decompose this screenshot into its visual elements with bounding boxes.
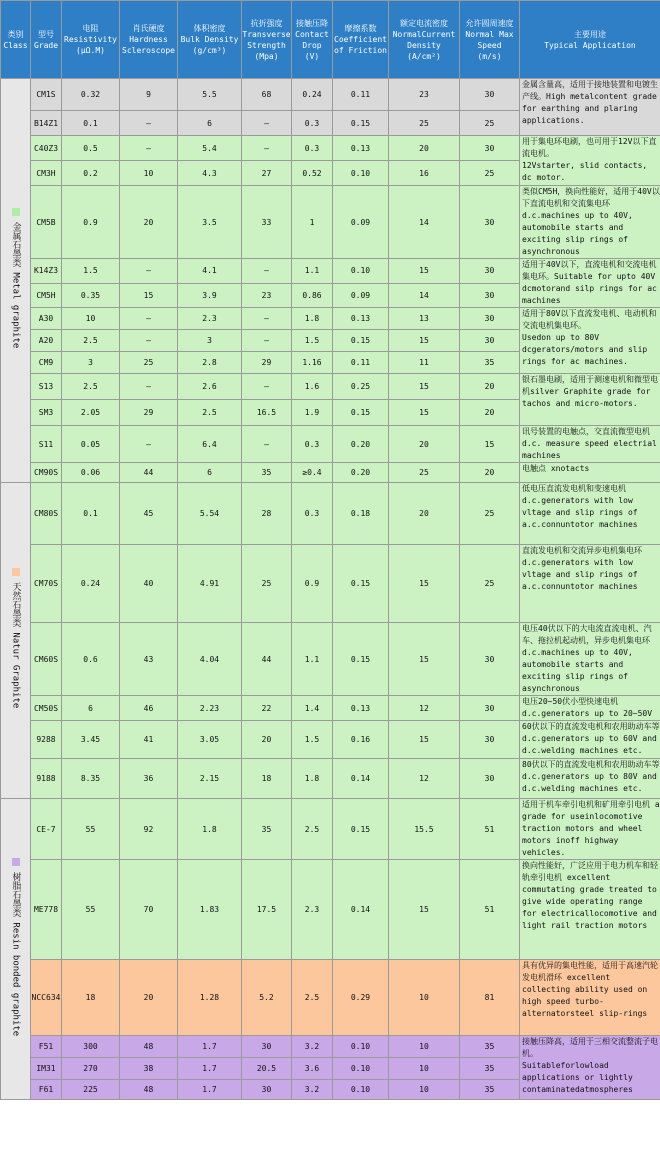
- application-cell: 银石墨电刷，适用于测速电机和微型电机silver Graphite grade for tachos and micro-motors.: [520, 374, 660, 426]
- resistivity-cell: 0.06: [62, 463, 120, 483]
- strength-cell: 18: [242, 759, 292, 799]
- table-row: [1, 759, 660, 799]
- current-density-cell: 20: [389, 426, 460, 463]
- table-row: [1, 545, 660, 623]
- grade-cell: CE-7: [31, 799, 62, 860]
- current-density-cell: 15: [389, 860, 460, 960]
- grade-cell: CM70S: [31, 545, 62, 623]
- hardness-cell: 46: [120, 696, 178, 721]
- friction-cell: 0.25: [333, 374, 389, 400]
- current-density-cell: 10: [389, 960, 460, 1036]
- strength-cell: 30: [242, 1080, 292, 1100]
- hardness-cell: 9: [120, 79, 178, 111]
- friction-cell: 0.20: [333, 426, 389, 463]
- friction-cell: 0.10: [333, 259, 389, 284]
- grade-cell: CM3H: [31, 161, 62, 186]
- density-cell: 1.7: [178, 1080, 242, 1100]
- max-speed-cell: 35: [460, 352, 520, 374]
- current-density-cell: 20: [389, 136, 460, 161]
- contact-drop-cell: 2.5: [292, 960, 333, 1036]
- resistivity-cell: 2.05: [62, 400, 120, 426]
- header-current-density: 额定电流密度 NormalCurrent Density (A/cm²): [389, 1, 460, 79]
- application-cell: 适用于机车牵引电机和矿用牵引电机 a grade for useinlocomotive traction motors and wheel motors inoff highway vehicles.: [520, 799, 660, 860]
- application-cell: 换向性能好，广泛应用于电力机车和轻轨牵引电机 excellent commutating grade treated to give wide operating range for electricallocomotive and light rail traction motors: [520, 860, 660, 960]
- max-speed-cell: 20: [460, 374, 520, 400]
- resistivity-cell: 8.35: [62, 759, 120, 799]
- strength-cell: 20.5: [242, 1058, 292, 1080]
- application-cell: 讯号装置的电触点，交直流微型电机 d.c. measure speed electrial machines: [520, 426, 660, 463]
- strength-cell: 35: [242, 799, 292, 860]
- application-cell: 具有优异的集电性能，适用于高速汽轮发电机滑环 excellent collecting ability used on high speed turbo-alternatorsteel slip-rings: [520, 960, 660, 1036]
- density-cell: 3: [178, 330, 242, 352]
- table-row: [1, 860, 660, 960]
- max-speed-cell: 81: [460, 960, 520, 1036]
- max-speed-cell: 15: [460, 426, 520, 463]
- friction-cell: 0.15: [333, 111, 389, 136]
- grade-cell: S13: [31, 374, 62, 400]
- contact-drop-cell: 0.9: [292, 545, 333, 623]
- table-row: [1, 136, 660, 161]
- current-density-cell: 15: [389, 545, 460, 623]
- table-row: [1, 960, 660, 1036]
- hardness-cell: –: [120, 136, 178, 161]
- grade-cell: F61: [31, 1080, 62, 1100]
- table-row: [1, 374, 660, 400]
- table-row: [1, 463, 660, 483]
- density-cell: 4.91: [178, 545, 242, 623]
- resistivity-cell: 1.5: [62, 259, 120, 284]
- contact-drop-cell: 1.1: [292, 623, 333, 696]
- header-typical-application: 主要用途 Typical Application: [520, 1, 660, 79]
- contact-drop-cell: 3.2: [292, 1036, 333, 1058]
- class-swatch-icon: [12, 208, 20, 216]
- max-speed-cell: 35: [460, 1036, 520, 1058]
- friction-cell: 0.15: [333, 545, 389, 623]
- max-speed-cell: 30: [460, 283, 520, 308]
- hardness-cell: –: [120, 426, 178, 463]
- strength-cell: –: [242, 308, 292, 330]
- strength-cell: 29: [242, 352, 292, 374]
- class-swatch-icon: [12, 858, 20, 866]
- class-cell: [1, 799, 31, 1100]
- contact-drop-cell: ≥0.4: [292, 463, 333, 483]
- header-grade: 型号 Grade: [31, 1, 62, 79]
- friction-cell: 0.10: [333, 1036, 389, 1058]
- contact-drop-cell: 3.2: [292, 1080, 333, 1100]
- max-speed-cell: 25: [460, 161, 520, 186]
- grade-cell: A30: [31, 308, 62, 330]
- grade-cell: K14Z3: [31, 259, 62, 284]
- max-speed-cell: 30: [460, 79, 520, 111]
- application-cell: 80伏以下的直流发电机和农用助动车等d.c.generators up to 80V and d.c.welding machines etc.: [520, 759, 660, 799]
- density-cell: 5.5: [178, 79, 242, 111]
- header-row: [1, 1, 660, 79]
- density-cell: 2.8: [178, 352, 242, 374]
- grade-cell: ME778: [31, 860, 62, 960]
- max-speed-cell: 30: [460, 721, 520, 759]
- density-cell: 3.05: [178, 721, 242, 759]
- friction-cell: 0.15: [333, 623, 389, 696]
- max-speed-cell: 35: [460, 1080, 520, 1100]
- grade-cell: B14Z1: [31, 111, 62, 136]
- friction-cell: 0.15: [333, 330, 389, 352]
- grade-cell: CM5H: [31, 283, 62, 308]
- current-density-cell: 12: [389, 696, 460, 721]
- friction-cell: 0.13: [333, 136, 389, 161]
- class-cell: [1, 483, 31, 799]
- strength-cell: 5.2: [242, 960, 292, 1036]
- header-class: 类别 Class: [1, 1, 31, 79]
- resistivity-cell: 6: [62, 696, 120, 721]
- contact-drop-cell: 1: [292, 186, 333, 259]
- density-cell: 4.04: [178, 623, 242, 696]
- current-density-cell: 16: [389, 161, 460, 186]
- friction-cell: 0.10: [333, 161, 389, 186]
- contact-drop-cell: 0.3: [292, 483, 333, 545]
- current-density-cell: 15: [389, 623, 460, 696]
- strength-cell: 27: [242, 161, 292, 186]
- application-cell: 金属含量高，适用于接地装置和电镀生产线。High metalcontent grade for earthing and plaring applications.: [520, 79, 660, 136]
- current-density-cell: 15: [389, 374, 460, 400]
- table-row: [1, 426, 660, 463]
- application-cell: 用于集电环电刷，也可用于12V以下直流电机。 12Vstarter, slid contacts, dc motor.: [520, 136, 660, 186]
- table-row: [1, 721, 660, 759]
- contact-drop-cell: 1.5: [292, 330, 333, 352]
- hardness-cell: –: [120, 374, 178, 400]
- table-row: [1, 259, 660, 284]
- hardness-cell: 29: [120, 400, 178, 426]
- current-density-cell: 14: [389, 283, 460, 308]
- density-cell: 6: [178, 111, 242, 136]
- header-friction: 摩擦系数 Coefficient of Friction: [333, 1, 389, 79]
- hardness-cell: –: [120, 111, 178, 136]
- friction-cell: 0.13: [333, 308, 389, 330]
- max-speed-cell: 30: [460, 259, 520, 284]
- contact-drop-cell: 0.86: [292, 283, 333, 308]
- friction-cell: 0.10: [333, 1058, 389, 1080]
- friction-cell: 0.15: [333, 400, 389, 426]
- current-density-cell: 25: [389, 111, 460, 136]
- header-contact-drop: 接触压降 Contact Drop (V): [292, 1, 333, 79]
- resistivity-cell: 18: [62, 960, 120, 1036]
- grade-cell: CM5B: [31, 186, 62, 259]
- density-cell: 1.7: [178, 1058, 242, 1080]
- grade-cell: SM3: [31, 400, 62, 426]
- strength-cell: 16.5: [242, 400, 292, 426]
- current-density-cell: 15: [389, 721, 460, 759]
- grade-cell: F51: [31, 1036, 62, 1058]
- max-speed-cell: 30: [460, 186, 520, 259]
- grade-cell: CM50S: [31, 696, 62, 721]
- friction-cell: 0.11: [333, 352, 389, 374]
- table-row: [1, 186, 660, 259]
- current-density-cell: 11: [389, 352, 460, 374]
- current-density-cell: 23: [389, 79, 460, 111]
- table-row: [1, 308, 660, 330]
- contact-drop-cell: 2.5: [292, 799, 333, 860]
- resistivity-cell: 0.35: [62, 283, 120, 308]
- application-cell: 直流发电机和交流异步电机集电环d.c.generators with low vltage and slip rings of a.c.connuntotor machines: [520, 545, 660, 623]
- application-cell: 接触压降高，适用于三相交流整流子电机。 Suitableforlowload applications or lightly contaminatedatmospheres: [520, 1036, 660, 1100]
- strength-cell: –: [242, 136, 292, 161]
- table-row: [1, 696, 660, 721]
- contact-drop-cell: 1.9: [292, 400, 333, 426]
- table-row: [1, 483, 660, 545]
- resistivity-cell: 55: [62, 799, 120, 860]
- density-cell: 6.4: [178, 426, 242, 463]
- max-speed-cell: 25: [460, 483, 520, 545]
- contact-drop-cell: 1.1: [292, 259, 333, 284]
- contact-drop-cell: 1.5: [292, 721, 333, 759]
- resistivity-cell: 3.45: [62, 721, 120, 759]
- application-cell: 电压20~50伏小型快速电机 d.c.generators up to 20~50V: [520, 696, 660, 721]
- hardness-cell: 15: [120, 283, 178, 308]
- application-cell: 类似CM5H，换向性能好，适用于40V以下直流电机和交流集电环 d.c.machines up to 40V, automobile starts and exciting slip rings of asynchronous: [520, 186, 660, 259]
- contact-drop-cell: 0.3: [292, 426, 333, 463]
- grade-cell: CM1S: [31, 79, 62, 111]
- hardness-cell: 48: [120, 1080, 178, 1100]
- friction-cell: 0.14: [333, 759, 389, 799]
- friction-cell: 0.29: [333, 960, 389, 1036]
- hardness-cell: 20: [120, 186, 178, 259]
- hardness-cell: 10: [120, 161, 178, 186]
- grade-cell: CM9: [31, 352, 62, 374]
- hardness-cell: –: [120, 259, 178, 284]
- strength-cell: –: [242, 426, 292, 463]
- table-row: [1, 623, 660, 696]
- current-density-cell: 15: [389, 259, 460, 284]
- table-row: [1, 799, 660, 860]
- grade-cell: CM90S: [31, 463, 62, 483]
- density-cell: 2.5: [178, 400, 242, 426]
- hardness-cell: 45: [120, 483, 178, 545]
- strength-cell: –: [242, 259, 292, 284]
- strength-cell: 44: [242, 623, 292, 696]
- class-label: 金属石墨类 Metal graphite: [10, 222, 21, 349]
- application-cell: 适用于40V以下，直流电机和交流电机集电环。Suitable for upto 40V dcmotorand silp rings for ac machines: [520, 259, 660, 308]
- hardness-cell: 43: [120, 623, 178, 696]
- header-hardness: 肖氏硬度 Hardness Scleroscope: [120, 1, 178, 79]
- table-row: [1, 1036, 660, 1058]
- max-speed-cell: 30: [460, 330, 520, 352]
- grade-cell: S11: [31, 426, 62, 463]
- max-speed-cell: 51: [460, 860, 520, 960]
- max-speed-cell: 30: [460, 696, 520, 721]
- contact-drop-cell: 0.52: [292, 161, 333, 186]
- density-cell: 5.54: [178, 483, 242, 545]
- resistivity-cell: 55: [62, 860, 120, 960]
- hardness-cell: 36: [120, 759, 178, 799]
- strength-cell: 33: [242, 186, 292, 259]
- friction-cell: 0.15: [333, 799, 389, 860]
- density-cell: 1.28: [178, 960, 242, 1036]
- current-density-cell: 12: [389, 759, 460, 799]
- max-speed-cell: 25: [460, 545, 520, 623]
- table-body: [1, 79, 660, 1100]
- resistivity-cell: 270: [62, 1058, 120, 1080]
- contact-drop-cell: 2.3: [292, 860, 333, 960]
- grade-cell: A20: [31, 330, 62, 352]
- friction-cell: 0.11: [333, 79, 389, 111]
- resistivity-cell: 0.24: [62, 545, 120, 623]
- current-density-cell: 10: [389, 1080, 460, 1100]
- max-speed-cell: 35: [460, 1058, 520, 1080]
- friction-cell: 0.09: [333, 186, 389, 259]
- hardness-cell: 38: [120, 1058, 178, 1080]
- max-speed-cell: 25: [460, 111, 520, 136]
- resistivity-cell: 0.5: [62, 136, 120, 161]
- current-density-cell: 14: [389, 186, 460, 259]
- application-cell: 适用于80V以下直流发电机、电动机和交流电机集电环。 Usedon up to 80V dcgerators/motors and slip rings for ac machines.: [520, 308, 660, 374]
- hardness-cell: 70: [120, 860, 178, 960]
- header-transverse-strength: 抗折强度 Transverse Strength (Mpa): [242, 1, 292, 79]
- header-resistivity: 电阻 Resistivity (μΩ.M): [62, 1, 120, 79]
- friction-cell: 0.09: [333, 283, 389, 308]
- resistivity-cell: 300: [62, 1036, 120, 1058]
- resistivity-cell: 2.5: [62, 330, 120, 352]
- strength-cell: 23: [242, 283, 292, 308]
- class-label: 树脂石墨类 Resin bonded graphite: [10, 871, 21, 1037]
- hardness-cell: 48: [120, 1036, 178, 1058]
- header-max-speed: 允许圆周速度 Normal Max Speed (m/s): [460, 1, 520, 79]
- resistivity-cell: 2.5: [62, 374, 120, 400]
- max-speed-cell: 51: [460, 799, 520, 860]
- friction-cell: 0.13: [333, 696, 389, 721]
- density-cell: 1.7: [178, 1036, 242, 1058]
- current-density-cell: 10: [389, 1036, 460, 1058]
- application-cell: 60伏以下的直流发电机和农用助动车等d.c.generators up to 60V and d.c.welding machines etc.: [520, 721, 660, 759]
- density-cell: 2.15: [178, 759, 242, 799]
- contact-drop-cell: 1.8: [292, 308, 333, 330]
- class-cell: [1, 79, 31, 483]
- density-cell: 1.83: [178, 860, 242, 960]
- strength-cell: 25: [242, 545, 292, 623]
- max-speed-cell: 30: [460, 759, 520, 799]
- application-cell: 电触点 xnotacts: [520, 463, 660, 483]
- friction-cell: 0.18: [333, 483, 389, 545]
- hardness-cell: 41: [120, 721, 178, 759]
- strength-cell: 22: [242, 696, 292, 721]
- resistivity-cell: 3: [62, 352, 120, 374]
- friction-cell: 0.14: [333, 860, 389, 960]
- contact-drop-cell: 1.16: [292, 352, 333, 374]
- resistivity-cell: 0.9: [62, 186, 120, 259]
- application-cell: 低电压直流发电机和变速电机 d.c.generators with low vltage and slip rings of a.c.connuntotor machines: [520, 483, 660, 545]
- header-bulk-density: 体积密度 Bulk Density (g/cm³): [178, 1, 242, 79]
- contact-drop-cell: 0.3: [292, 136, 333, 161]
- hardness-cell: 44: [120, 463, 178, 483]
- grade-cell: NCC634: [31, 960, 62, 1036]
- grade-cell: IM31: [31, 1058, 62, 1080]
- friction-cell: 0.20: [333, 463, 389, 483]
- contact-drop-cell: 1.8: [292, 759, 333, 799]
- strength-cell: 20: [242, 721, 292, 759]
- grade-cell: 9288: [31, 721, 62, 759]
- grade-cell: CM60S: [31, 623, 62, 696]
- current-density-cell: 15: [389, 330, 460, 352]
- resistivity-cell: 0.6: [62, 623, 120, 696]
- resistivity-cell: 0.1: [62, 111, 120, 136]
- current-density-cell: 25: [389, 463, 460, 483]
- current-density-cell: 20: [389, 483, 460, 545]
- current-density-cell: 15: [389, 400, 460, 426]
- max-speed-cell: 20: [460, 463, 520, 483]
- hardness-cell: 40: [120, 545, 178, 623]
- table-row: [1, 79, 660, 111]
- density-cell: 4.1: [178, 259, 242, 284]
- application-cell: 电压40伏以下的大电流直流电机、汽车、拖拉机起动机，异步电机集电环d.c.machines up to 40V, automobile starts and exciting slip rings of asynchronous: [520, 623, 660, 696]
- grade-cell: 9188: [31, 759, 62, 799]
- class-label: 天然石墨类 Natur Graphite: [10, 582, 21, 709]
- friction-cell: 0.10: [333, 1080, 389, 1100]
- contact-drop-cell: 0.24: [292, 79, 333, 111]
- resistivity-cell: 225: [62, 1080, 120, 1100]
- current-density-cell: 10: [389, 1058, 460, 1080]
- friction-cell: 0.16: [333, 721, 389, 759]
- grade-cell: C40Z3: [31, 136, 62, 161]
- contact-drop-cell: 1.6: [292, 374, 333, 400]
- hardness-cell: 20: [120, 960, 178, 1036]
- resistivity-cell: 0.2: [62, 161, 120, 186]
- strength-cell: 30: [242, 1036, 292, 1058]
- density-cell: 1.8: [178, 799, 242, 860]
- resistivity-cell: 0.05: [62, 426, 120, 463]
- density-cell: 3.9: [178, 283, 242, 308]
- strength-cell: 35: [242, 463, 292, 483]
- current-density-cell: 15.5: [389, 799, 460, 860]
- resistivity-cell: 0.32: [62, 79, 120, 111]
- density-cell: 2.3: [178, 308, 242, 330]
- strength-cell: –: [242, 111, 292, 136]
- max-speed-cell: 30: [460, 623, 520, 696]
- hardness-cell: –: [120, 308, 178, 330]
- strength-cell: –: [242, 374, 292, 400]
- density-cell: 3.5: [178, 186, 242, 259]
- hardness-cell: –: [120, 330, 178, 352]
- contact-drop-cell: 1.4: [292, 696, 333, 721]
- density-cell: 4.3: [178, 161, 242, 186]
- density-cell: 2.6: [178, 374, 242, 400]
- strength-cell: 28: [242, 483, 292, 545]
- hardness-cell: 92: [120, 799, 178, 860]
- resistivity-cell: 0.1: [62, 483, 120, 545]
- max-speed-cell: 30: [460, 308, 520, 330]
- hardness-cell: 25: [120, 352, 178, 374]
- grade-cell: CM80S: [31, 483, 62, 545]
- current-density-cell: 13: [389, 308, 460, 330]
- strength-cell: 68: [242, 79, 292, 111]
- density-cell: 2.23: [178, 696, 242, 721]
- strength-cell: 17.5: [242, 860, 292, 960]
- max-speed-cell: 20: [460, 400, 520, 426]
- resistivity-cell: 10: [62, 308, 120, 330]
- max-speed-cell: 30: [460, 136, 520, 161]
- class-swatch-icon: [12, 568, 20, 576]
- contact-drop-cell: 0.3: [292, 111, 333, 136]
- density-cell: 6: [178, 463, 242, 483]
- contact-drop-cell: 3.6: [292, 1058, 333, 1080]
- strength-cell: –: [242, 330, 292, 352]
- density-cell: 5.4: [178, 136, 242, 161]
